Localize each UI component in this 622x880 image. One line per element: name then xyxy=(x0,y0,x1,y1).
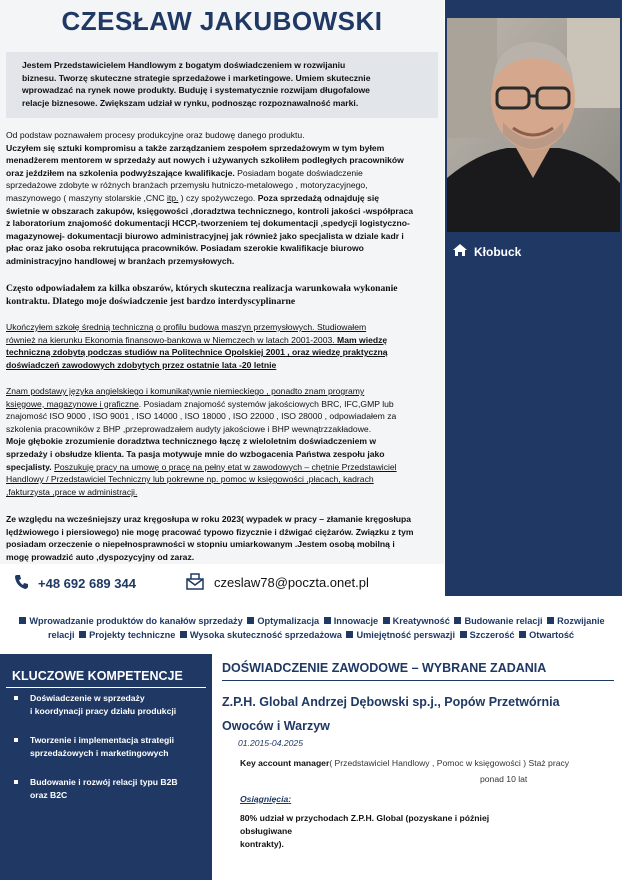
role-title: Key account manager xyxy=(240,758,330,768)
text-line: świetnie w obszarach zakupów, księgowości ,doradztwa technicznego, kontroli jakości -współpraca xyxy=(6,205,414,216)
text-line: Poszukuję pracy na umowę o pracę na pełny etat w zawodowych – chętnie Przedstawiciel xyxy=(54,461,397,472)
text-line: lędźwiowego i piersiowego) nie mogę pracować typowo fizycznie i dźwigać ciężarów. Związku z tym xyxy=(6,526,414,537)
company-name xyxy=(222,690,614,738)
competency-text: oraz B2C xyxy=(30,790,68,800)
square-bullet-icon xyxy=(460,631,467,638)
text-line: ,fakturzysta ,prace w administracji. xyxy=(6,486,138,497)
text-line: z laboratorium znajomość dokumentacji HCCP,-tworzeniem tej dokumentacji ,spedycji logistyczno- xyxy=(6,218,410,229)
square-bullet-icon xyxy=(180,631,187,638)
text-line: sprzedaży i obsłudze klienta. Ta pasja motywuje mnie do wzbogacenia Państwa zespołu jako xyxy=(6,448,385,459)
tag: relacji xyxy=(47,630,75,640)
achievements-colon: : xyxy=(288,794,292,804)
square-bullet-icon xyxy=(346,631,353,638)
text-line: maszynowego ( maszyny stolarskie ,CNC xyxy=(6,192,167,203)
job-tenure: ponad 10 lat xyxy=(480,774,528,784)
intro-summary xyxy=(14,59,432,109)
text-line: płac oraz jako osoba rekrutująca pracowników. Posiadam szerokie kwalifikacje biurowo xyxy=(6,243,364,254)
tag: Otwartość xyxy=(529,630,575,640)
competency-text: i koordynacji pracy działu produkcji xyxy=(30,706,177,716)
profile-photo xyxy=(447,18,620,232)
bullet-icon xyxy=(14,696,18,700)
text-line: administracyjno handlowej w branżach przemysłowych. xyxy=(6,255,235,266)
achievement-line: kontrakty). xyxy=(240,839,284,849)
achievements-label-text: Osiągnięcia xyxy=(240,794,289,804)
text-line: Znam podstawy języka angielskiego i komunikatywnie niemieckiego , ponadto znam programy xyxy=(6,386,365,396)
intro-line: biznesu. Tworzę skuteczne strategie sprzedażowe i marketingowe. Umiem skutecznie xyxy=(22,72,371,83)
contact-row xyxy=(0,566,444,600)
text-line: Handlowy / Przedstawiciel Techniczny lub pokrewne np. pomoc w księgowości ,płacach, kadrach xyxy=(6,474,374,485)
achievement-line: 80% udział w przychodach Z.P.H. Global (pozyskane i później obsługiwane xyxy=(240,813,490,836)
email-contact xyxy=(186,572,369,593)
email-address[interactable]: czeslaw78@poczta.onet.pl xyxy=(214,575,369,590)
text-line: itp. xyxy=(166,192,179,203)
text-line: menadżerem mentorem w sprzedaży aut nowych i używanych szkoliłem podległych pracowników xyxy=(6,155,404,166)
email-icon xyxy=(186,572,204,593)
tag: Optymalizacja xyxy=(257,616,320,626)
competency-text: Doświadczenie w sprzedaży xyxy=(30,693,145,703)
text-line: doświadczeń zawodowych zdobytych przez ostatnie lata -20 letnie xyxy=(6,359,277,370)
tag: Budowanie relacji xyxy=(464,616,543,626)
square-bullet-icon xyxy=(247,617,254,624)
text-line: magazynowej- dokumentacji biurowo administracyjnej jak również jako specjalista w dziale kadr i xyxy=(6,230,404,241)
skills-paragraph xyxy=(6,385,436,498)
education-paragraph xyxy=(6,321,436,371)
text-line: Uczyłem się sztuki kompromisu a także zarządzaniem zespołem sprzedażowym w tym byłem xyxy=(6,142,385,153)
tag: Kreatywność xyxy=(392,616,450,626)
tag: Szczerość xyxy=(469,630,515,640)
text-line: techniczną zdobytą podczas studiów na Politechnice Opolskiej 2001 , oraz wiedzę praktyczną xyxy=(6,347,388,358)
text-line: Od podstaw poznawałem procesy produkcyjne oraz budowę danego produktu. xyxy=(6,130,305,140)
tag: Projekty techniczne xyxy=(89,630,176,640)
text-line: sprzedażowe zdobyte w różnych branżach przemysłu hutniczo-metalowego , motoryzacyjnego, xyxy=(6,180,368,191)
tag: Rozwijanie xyxy=(557,616,605,626)
phone-icon xyxy=(14,574,28,593)
text-line: . Posiadam znajomość systemów jakościowych BRC, IFC,GMP lub xyxy=(138,398,394,409)
text-line: specjalisty. xyxy=(6,461,55,472)
job-role xyxy=(240,756,605,770)
tag: Innowacje xyxy=(333,616,379,626)
tag: Wprowadzanie produktów do kanałów sprzedaży xyxy=(29,616,243,626)
achievement-text xyxy=(240,812,540,851)
text-line: księgowe, magazynowe i graficzne xyxy=(6,398,139,409)
text-line: Poza sprzedażą odnajduję się xyxy=(257,192,380,203)
competency-text: Budowanie i rozwój relacji typu B2B xyxy=(30,777,178,787)
competency-text: Tworzenie i implementacja strategii xyxy=(30,735,175,745)
skills-tagline xyxy=(6,614,616,642)
square-bullet-icon xyxy=(454,617,461,624)
tag: Wysoka skuteczność sprzedażowa xyxy=(189,630,342,640)
achievements-label xyxy=(240,794,291,804)
location xyxy=(452,243,521,260)
tag-line xyxy=(6,614,616,628)
square-bullet-icon xyxy=(19,617,26,624)
portrait-image xyxy=(447,18,620,232)
bullet-icon xyxy=(14,780,18,784)
competencies-title: KLUCZOWE KOMPETENCJE xyxy=(6,666,206,688)
text-line: również na kierunku Ekonomia finansowo-bankowa w Niemczech w latach 2001-2003. xyxy=(6,334,338,345)
intro-line: relacje biznesowe. Zwiększam udział w rynku, podnosząc rozpoznawalność marki. xyxy=(22,97,359,108)
company-line: Z.P.H. Global Andrzej Dębowski sp.j., Popów Przetwórnia xyxy=(222,695,560,709)
phone-contact xyxy=(14,574,136,593)
text-line: mogę prowadzić auto ,dyspozycyjny od zaraz. xyxy=(6,551,195,562)
company-line: Owoców i Warzyw xyxy=(222,719,330,733)
phone-number[interactable]: +48 692 689 344 xyxy=(38,576,136,591)
home-icon xyxy=(452,243,468,260)
square-bullet-icon xyxy=(547,617,554,624)
role-description: ( Przedstawiciel Handlowy , Pomoc w księgowości ) Staż pracy xyxy=(329,758,570,768)
tag-line xyxy=(6,628,616,642)
experience-summary-paragraph xyxy=(6,129,436,268)
square-bullet-icon xyxy=(383,617,390,624)
competency-item xyxy=(14,692,194,718)
intro-line: Jestem Przedstawicielem Handlowym z bogatym doświadczeniem w rozwijaniu xyxy=(22,60,346,70)
experience-title: DOŚWIADCZENIE ZAWODOWE – WYBRANE ZADANIA xyxy=(222,658,614,681)
job-dates: 01.2015-04.2025 xyxy=(238,738,303,748)
text-line: kontraktu. Dlatego moje doświadczenie jest bardzo interdyscyplinarne xyxy=(6,295,296,307)
text-line: Mam wiedzę xyxy=(337,334,388,345)
intro-line: wprowadzać na rynek nowe produkty. Buduję i systematycznie rozwijam długofalowe xyxy=(22,85,370,96)
square-bullet-icon xyxy=(324,617,331,624)
competency-item xyxy=(14,776,194,802)
text-line: szkolenia pracowników z BHP ,przeprowadzałem audyty jakościowe i BHP wewnątrzzakładowe. xyxy=(6,423,372,434)
text-line: posiadam orzeczenie o niepełnosprawności w stopniu umiarkowanym .Jestem osobą mobilną i xyxy=(6,539,395,550)
text-line: znajomość ISO 9000 , ISO 9001 , ISO 14000 , ISO 18000 , ISO 22000 , ISO 28000 , odpowiadałem za xyxy=(6,411,397,422)
location-text: Kłobuck xyxy=(474,244,522,259)
health-paragraph xyxy=(6,513,436,563)
candidate-name: CZESŁAW JAKUBOWSKI xyxy=(61,6,383,36)
text-line: Moje głębokie zrozumienie doradztwa technicznego łączę z wieloletnim doświadczeniem w xyxy=(6,436,377,447)
square-bullet-icon xyxy=(79,631,86,638)
competency-item xyxy=(14,734,194,760)
text-line: Ze względu na wcześniejszy uraz kręgosłupa w roku 2023( wypadek w pracy – złamanie kręgosłupa xyxy=(6,514,412,524)
competency-text: sprzedażowych i marketingowych xyxy=(30,748,169,758)
interdisciplinary-paragraph xyxy=(6,283,438,309)
tag: Umiejętność perswazji xyxy=(356,630,456,640)
text-line: oraz jeździłem na szkolenia podwyższające kwalifikacje. xyxy=(6,167,235,178)
text-line: ) czy spożywczego. xyxy=(178,192,258,203)
square-bullet-icon xyxy=(519,631,526,638)
text-line: Posiadam bogate doświadczenie xyxy=(234,167,363,178)
bullet-icon xyxy=(14,738,18,742)
text-line: Ukończyłem szkołę średnią techniczną o profilu budowa maszyn przemysłowych. Studiowałem xyxy=(6,322,367,332)
text-line: Często odpowiadałem za kilka obszarów, których skuteczna realizacja warunkowała wykonanie xyxy=(6,283,398,294)
